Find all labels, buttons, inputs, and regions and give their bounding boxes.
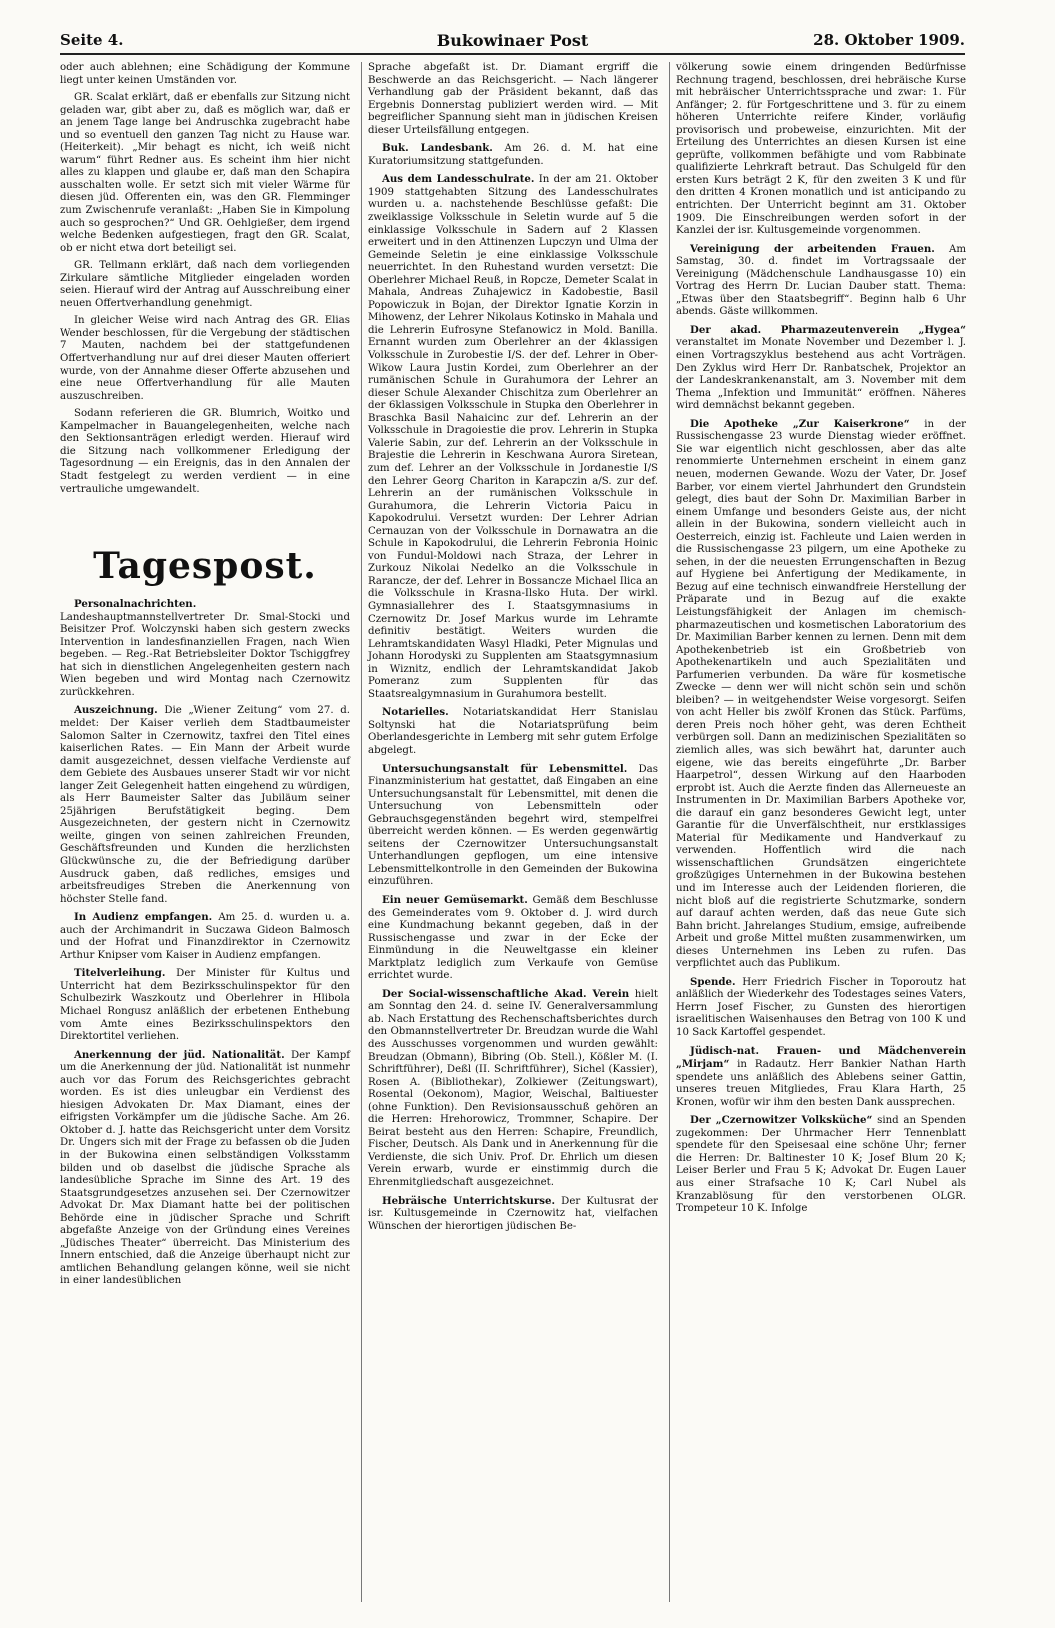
news-item-text: Am Samstag, 30. d. findet im Vortragssaale der Vereinigung (Mädchenschule Landhausgasse 10) ein Vortrag des Herrn Dr. Lucian Dauber statt. Thema: „Etwas über den Staatsbegriff“. Beginn halb 6 Uhr abends. Gäste willkommen. [676,243,966,318]
news-item-heading: Buk. Landesbank. [382,142,493,155]
news-item [368,894,658,983]
news-item [60,911,350,962]
column-3 [676,62,966,1221]
news-item [368,1195,658,1234]
news-item [676,1045,966,1110]
news-item-heading: Der akad. Pharmazeutenverein „Hygea“ [690,323,966,336]
news-item-text: Die „Wiener Zeitung“ vom 27. d. meldet: Der Kaiser verlieh dem Stadtbaumeister Salomon Salter in Czernowitz, taxfrei den Titel eines kaiserlichen Rates. — Ein Mann der Arbeit wurde damit ausgezeichnet, dessen vielfache Verdienste auf dem Gebiete des Ausbaues unserer Stadt wir vor nicht langer Zeit Gelegenheit hatten eingehend zu würdigen, als Herr Baumeister Salter das Jubiläum seiner 25jährigen Berufstätigkeit beging. Dem Ausgezeichneten, der gestern nicht in Czernowitz weilte, gingen von seinen zahlreichen Freunden, Geschäftsfreunden und Kunden die herzlichsten Glückwünsche zu, die der Befriedigung darüber Ausdruck gaben, daß redliches, emsiges und arbeitsfreudiges Streben die Anerkennung von höchster Stelle fand. [60,705,350,905]
news-item-text: Herr Friedrich Fischer in Toporoutz hat anläßlich der Wiederkehr des Todestages seines Vaters, Herrn Josef Fischer, zu Gunsten des hierortigen israelitischen Waisenhauses den Betrag von 100 K und 10 Sack Kartoffel gespendet. [676,976,966,1039]
news-item-text: Der Kampf um die Anerkennung der jüd. Nationalität ist nunmehr auch vor das Forum des Reichsgerichtes gebracht worden. Es ist dies unleugbar ein Verdienst des hiesigen Advokaten Dr. Max Diamant, eines der eifrigsten Vorkämpfer um die jüdische Sache. Am 26. Oktober d. J. hatte das Reichsgericht unter dem Vorsitz Dr. Ungers sich mit der Frage zu befassen ob die Juden in der Bukowina einen selbständigen Volksstamm bilden und ob daselbst die jüdische Sprache als landesübliche Sprache im Sinne des Art. 19 des Staatsgrundgesetzes anzusehen sei. Der Czernowitzer Advokat Dr. Max Diamant hatte bei der politischen Behörde eine in jüdischer Sprache und Schrift abgefaßte Anzeige von der Gründung eines Vereines „Jüdisches Theater“ überreicht. Das Ministerium des Innern entschied, daß die Anzeige überhaupt nicht zur amtlichen Behandlung gelangen könne, weil sie nicht in einer landesüblichen [60,1049,351,1287]
news-item-heading: Titelverleihung. [74,967,166,980]
news-item [368,988,658,1190]
news-item-text: In der am 21. Oktober 1909 stattgehabten Sitzung des Landesschulrates wurden u. a. nachstehende Beschlüsse gefaßt: Die zweiklassige Volksschule in Seletin wurde auf 5 die einklassige Volksschule in Sadern auf 2 Klassen erweitert und in den Attinenzen Lupczyn und Ulma der Gemeinde Seletin je eine einklassige Volksschule neuerrichtet. In den Ruhestand wurden versetzt: Die Oberlehrer Michael Reuß, in Ropcze, Demeter Scalat in Mahala, Andreas Zuhajewicz in Kadobestie, Basil Popowiczuk in Bojan, der Direktor Ignatie Korzin in Mihowenz, der Lehrer Nikolaus Kotinsko in Mahala und die Lehrerin Eufrosyne Stefanowicz in Mold. Banilla. Ernannt wurden zum Oberlehrer an der 4klassigen Volksschule in Zurobestie I/S. der def. Lehrer in Ober-Wikow Laura Justin Kordei, zum Oberlehrer an der rumänischen Schule in Gurahumora der Lehrer an dieser Schule Alexander Chischitza zum Oberlehrer an der 6klassigen Volksschule in Stupka den Oberlehrer in Braschka Basil Nahaicinc zur def. Lehrerin an der Volksschule in Dragoiestie die prov. Lehrerin in Stupka Valerie Sabin, zur def. Lehrerin an der Volksschule in Brajestie die Lehrerin in Keschwana Aurora Siretean, zum def. Lehrer an der Volksschule in Jordanestie I/S den Lehrer Georg Chariton in Karapczin a/S. zur def. Lehrerin an der rumänischen Volksschule in Gurahumora, die Lehrerin Victoria Paicu in Kapokodrului. Versetzt wurden: Der Lehrer Adrian Cernauzan von der Volksschule in Dornawatra an die Schule in Kapokodrului, die Lehrerin Febronia Hoinic von Fundul-Moldowi nach Straza, der Lehrer in Zurkouz Nikolai Nedelko an die Volksschule in Rarancze, der def. Lehrer in Bossancze Michael Ilica an die Volksschule in Krasna-Ilsko Huta. Der wirkl. Gymnasiallehrer des I. Staatsgymnasiums in Czernowitz Dr. Josef Markus wurde im Lehramte definitiv bestätigt. Weiters wurden die Lehramtskandidaten Wasyl Hladki, Peter Mignulas und Johann Horodyski zu Supplenten am Staatsgymnasium in Wiznitz, endlich der Lehramtskandidat Jakob Pomeranz zum Supplenten für das Staatsrealgymnasium in Gurahumora bestellt. [368,174,658,700]
news-item-text: Am 26. d. M. hat eine Kuratoriumsitzung stattgefunden. [368,143,658,167]
page-number: Seite 4. [60,31,124,49]
article-paragraph: Sprache abgefaßt ist. Dr. Diamant ergriff die Beschwerde an das Reichsgericht. — Nach längerer Verhandlung gab der Präsident bekannt, daß das Ergebnis Donnerstag publiziert werden wird. — Mit begreiflicher Spannung sieht man in jüdischen Kreisen dieser Urteilsfällung entgegen. [368,62,658,136]
news-item-heading: Vereinigung der arbeitenden Frauen. [690,242,935,255]
news-item-text: veranstaltet im Monate November und Dezember l. J. einen Vortragszyklus bestehend aus acht Vorträgen. Den Zyklus wird Herr Dr. Ranbatschek, Projektor an der Landeskrankenanstalt, am 3. November mit dem Thema „Infektion und Immunität“ eröffnen. Näheres wird demnächst bekannt gegeben. [676,337,966,412]
news-item-heading: Ein neuer Gemüsemarkt. [382,894,528,906]
news-item [368,173,658,701]
news-item-heading: Spende. [690,975,736,988]
news-item-heading: Notarielles. [382,706,449,719]
news-item [60,967,350,1043]
news-item-text: sind an Spenden zugekommen: Der Uhrmacher Herr Tennenblatt spendete für den Speisesaal eine schöne Uhr; ferner die Herren: Dr. Baltinester 10 K; Josef Blum 20 K; Leiser Berler und Frau 5 K; Advokat Dr. Eugen Lauer aus einer Strafsache 10 K; Carl Nubel als Kranzablösung für den verstorbenen OLGR. Trompeteur 10 K. Infolge [676,1115,966,1215]
news-item-text: Landeshauptmannstellvertreter Dr. Smal-Stocki und Beisitzer Prof. Wolczynski haben sich gestern zwecks Intervention in landesfinanziellen Fragen, nach Wien begeben. — Reg.-Rat Betriebsleiter Doktor Tschiggfrey hat sich in dienstlichen Angelegenheiten gestern nach Wien begeben und wird Montag nach Czernowitz zurückkehren. [60,611,350,698]
news-item-text: Das Finanzministerium hat gestattet, daß Eingaben an eine Untersuchungsanstalt für Lebensmittel, mit denen die Untersuchung von Lebensmitteln oder Gebrauchsgegenständen begehrt wird, stempelfrei überreicht werden können. — Es werden gegenwärtig seitens der Czernowitzer Untersuchungsanstalt Unterhandlungen gepflogen, um eine intensive Lebensmittelkontrolle in den Gemeinden der Bukowina einzuführen. [368,763,658,888]
column-divider [669,62,670,1602]
section-rubric-tagespost: Tagespost. [93,545,317,588]
news-item-heading: Der „Czernowitzer Volksküche“ [690,1114,873,1127]
news-item [676,243,966,319]
article-paragraph: In gleicher Weise wird nach Antrag des GR. Elias Wender beschlossen, für die Vergebung der städtischen 7 Mauten, nachdem bei der stattgefundenen Offertverhandlung nur auf drei dieser Mauten offeriert wurde, von der Annahme dieser Offerte abzusehen und eine neue Offertverhandlung für alle Mauten auszuschreiben. [60,315,350,402]
news-item [368,706,658,757]
newspaper-title: Bukowinaer Post [436,31,589,50]
news-item-text: Gemäß dem Beschlusse des Gemeinderates vom 9. Oktober d. J. wird durch eine Kundmachung bekannt gegeben, daß in der Russischengasse und zwar in der Ecke der Einmündung in die Neuweltgasse ein kleiner Marktplatz lediglich zum Verkaufe von Gemüse errichtet wurde. [368,895,658,982]
news-item-text: Notariatskandidat Herr Stanislau Soltynski hat die Notariatsprüfung beim Oberlandesgerichte in Lemberg mit sehr gutem Erfolge abgelegt. [368,707,658,756]
issue-date: 28. Oktober 1909. [813,31,965,49]
article-paragraph: GR. Tellmann erklärt, daß nach dem vorliegenden Zirkulare sämtliche Mitglieder eingeladen worden seien. Hierauf wird der Antrag auf Ausschreibung einer neuen Offertverhandlung genehmigt. [60,260,350,309]
news-item [368,142,658,168]
article-paragraph: oder auch ablehnen; eine Schädigung der Kommune liegt unter keinen Umständen vor. [60,62,350,86]
header-rule [60,53,965,55]
news-item-text: Der Minister für Kultus und Unterricht hat dem Bezirksschulinspektor für den Schulbezirk Waszkoutz und Oberlehrer in Hlibola Michael Rongusz anläßlich der erbetenen Enthebung vom Amte eines Bezirksschulinspektors den Direktortitel verliehen. [60,968,350,1043]
news-item [368,763,658,889]
news-item [676,976,966,1040]
news-item [60,1049,350,1288]
news-item-text: Der Kultusrat der isr. Kultusgemeinde in Czernowitz hat, vielfachen Wünschen der hierortigen jüdischen Be- [368,1195,658,1232]
column-2 [368,62,658,1238]
news-item-heading: Auszeichnung. [74,704,158,717]
news-item [60,598,350,699]
news-item-heading: Personalnachrichten. [74,598,197,611]
column-1 [60,62,350,1293]
news-item-text: Am 25. d. wurden u. a. auch der Archimandrit in Suczawa Gideon Balmosch und der Hofrat und Finanzdirektor in Czernowitz Arthur Knipser vom Kaiser in Audienz empfangen. [60,912,350,961]
news-item-text: in der Russischengasse 23 wurde Dienstag wieder eröffnet. Sie war eigentlich nicht geschlossen, aber das alte renommierte Unternehmen erscheint in einem ganz neuen, modernen Gewande. Wozu der Vater, Dr. Josef Barber, vor einem viertel Jahrhundert den Grundstein gelegt, dies baut der Sohn Dr. Maximilian Barber in einem Umfange und besonders Geiste aus, der nicht allein in der Bukowina, sondern vielleicht auch in Oesterreich, einzig ist. Fachleute und Laien werden in die Russischengasse 23 pilgern, um eine Apotheke zu sehen, in der die neuesten Errungenschaften in Bezug auf Hygiene bei Anfertigung der Medikamente, in Bezug auf eine technisch einwandfreie Herstellung der Präparate und in Bezug auf die exakte Leistungsfähigkeit der Anlagen im chemisch-pharmazeutischen und kosmetischen Laboratorium des Dr. Maximilian Barber kennen zu lernen. Denn mit dem Apothekenbetrieb ist ein Großbetrieb von Apothekenartikeln und auch Spezialitäten und Parfumerien verbunden. Da wäre für kosmetische Zwecke — denn wer will nicht schön sein und schön bleiben? — in weitgehendster Weise vorgesorgt. Seifen von acht Heller bis zwölf Kronen das Stück. Parfüms, deren Preis noch höher geht, was deren Echtheit verbürgen soll. Dann an medizinischen Spezialitäten so ziemlich alles, was sich bewährt hat, darunter auch eigene, wie das bereits eingeführte „Dr. Barber Haarpetrol“, dessen Wirkung auf den Haarboden erprobt ist. Auch die Aerzte finden das Allerneueste an Instrumenten in Dr. Maximilian Barbers Apotheke vor, die darauf ein ganz besonderes Gewicht legt, unter Garantie für die Unverfälschtheit, nur erstklassiges Material für Medikamente und Handverkauf zu verwenden. Hoffentlich wird die nach wissenschaftlichen Grundsätzen eingerichtete großzügiges Unternehmen in der Bukowina bestehen und im Interesse auch der Leidenden florieren, die nicht bloß auf die registrierte Schutzmarke, sondern auf darauf achten werden, daß das neue Gute sich Bahn bricht. Jahrelanges Studium, emsige, aufreibende Arbeit und große Mittel mußten zusammenwirken, um dieses Unternehmen ins Leben zu rufen. Das verpflichtet auch das Publikum. [676,418,966,970]
news-item-heading: Anerkennung der jüd. Nationalität. [74,1048,285,1061]
news-item [676,324,966,413]
news-item-heading: Der Social-wissenschaftliche Akad. Verein [382,987,630,1000]
news-item [60,704,350,906]
article-paragraph: völkerung sowie einem dringenden Bedürfnisse Rechnung tragend, beschlossen, drei hebräische Kurse mit hebräischer Unterrichtssprache und zwar: 1. Für Anfänger; 2. für Fortgeschrittene und 3. für zu einem höheren Unterrichte reifere Kinder, vorläufig provisorisch und probeweise, einzurichten. Mit der Erteilung des Unterrichtes an diesen Kursen ist eine geprüfte, vollkommen befähigte und vom Rabbinate qualifizierte Lehrkraft betraut. Das Schulgeld für den ersten Kurs beträgt 2 K, für den zweiten 3 K und für den dritten 4 Kronen monatlich und ist anticipando zu entrichten. Der Unterricht beginnt am 31. Oktober 1909. Die Einschreibungen werden sofort in der Kanzlei der isr. Kultusgemeinde vorgenommen. [676,62,966,237]
news-item-text: hielt am Sonntag den 24. d. seine IV. Generalversammlung ab. Nach Erstattung des Rechenschaftsberichtes durch den Obmannstellvertreter Dr. Breudzan wurde die Wahl des Ausschusses vorgenommen und wurden gewählt: Breudzan (Obmann), Bibring (Ob. Stell.), Kößler M. (I. Schriftführer), Deßl (II. Schriftführer), Sichel (Kassier), Rosen A. (Bibliothekar), Zolkiewer (Zeitungswart), Rosental (Oekonom), Magior, Weischal, Baltiuester (ohne Funktion). Den Revisionsausschuß gehören an die Herren: Hrehorowicz, Trommner, Schapire. Der Beirat besteht aus den Herren: Schapire, Freundlich, Fischer, Deutsch. Als Dank und in Anerkennung für die Verdienste, die sich Univ. Prof. Dr. Ehrlich um diesen Verein erwarb, wurde er einstimmig durch die Ehrenmitgliedschaft ausgezeichnet. [368,988,658,1189]
article-paragraph: Sodann referieren die GR. Blumrich, Woitko und Kampelmacher in Bauangelegenheiten, welche nach den Sektionsanträgen erledigt werden. Hierauf wird die Sitzung nach vollkommener Erledigung der Tagesordnung — ein Ereignis, das in den Annalen der Stadt festgelegt zu werden verdient — in eine vertrauliche umgewandelt. [60,408,350,495]
column-divider [361,62,362,1602]
news-item [676,418,966,971]
news-item-heading: In Audienz empfangen. [74,911,213,924]
news-item-heading: Die Apotheke „Zur Kaiserkrone“ [690,417,910,430]
news-item-text: in Radautz. Herr Bankier Nathan Harth spendete uns anläßlich des Ablebens seiner Gattin, unseres treuen Mitgliedes, Frau Klara Harth, 25 Kronen, wofür wir ihm den besten Dank aussprechen. [676,1059,966,1108]
article-paragraph: GR. Scalat erklärt, daß er ebenfalls zur Sitzung nicht geladen war, gibt aber zu, daß es möglich war, daß er an jenem Tage lange bei Andruschka zugebracht habe und so eventuell den ganzen Tag nicht zu Hause war. (Heiterkeit). „Mir behagt es nicht, ich weiß nicht warum“ führt Redner aus. Es scheint ihm hier nicht alles zu klappen und glaube er, daß man den Schapira ausschalten wolle. Er setzt sich mit vieler Wärme für diesen jüd. Offerenten ein, was den GR. Flemminger zum Zwischenrufe veranlaßt: „Haben Sie in Kimpolung auch so gesprochen?“ Und GR. Oehlgießer, dem irgend welche Bedenken aufgestiegen, fragt den GR. Scalat, ob er nicht etwa dort beteiligt sei. [60,92,350,254]
news-item [676,1114,966,1215]
news-item-heading: Hebräische Unterrichtskurse. [382,1194,556,1207]
page-header [60,28,965,50]
news-item-heading: Jüdisch-nat. Frauen- und Mädchenverein „Mirjam“ [676,1044,966,1071]
news-item-heading: Untersuchungsanstalt für Lebensmittel. [382,762,628,775]
news-item-heading: Aus dem Landesschulrate. [382,173,535,186]
